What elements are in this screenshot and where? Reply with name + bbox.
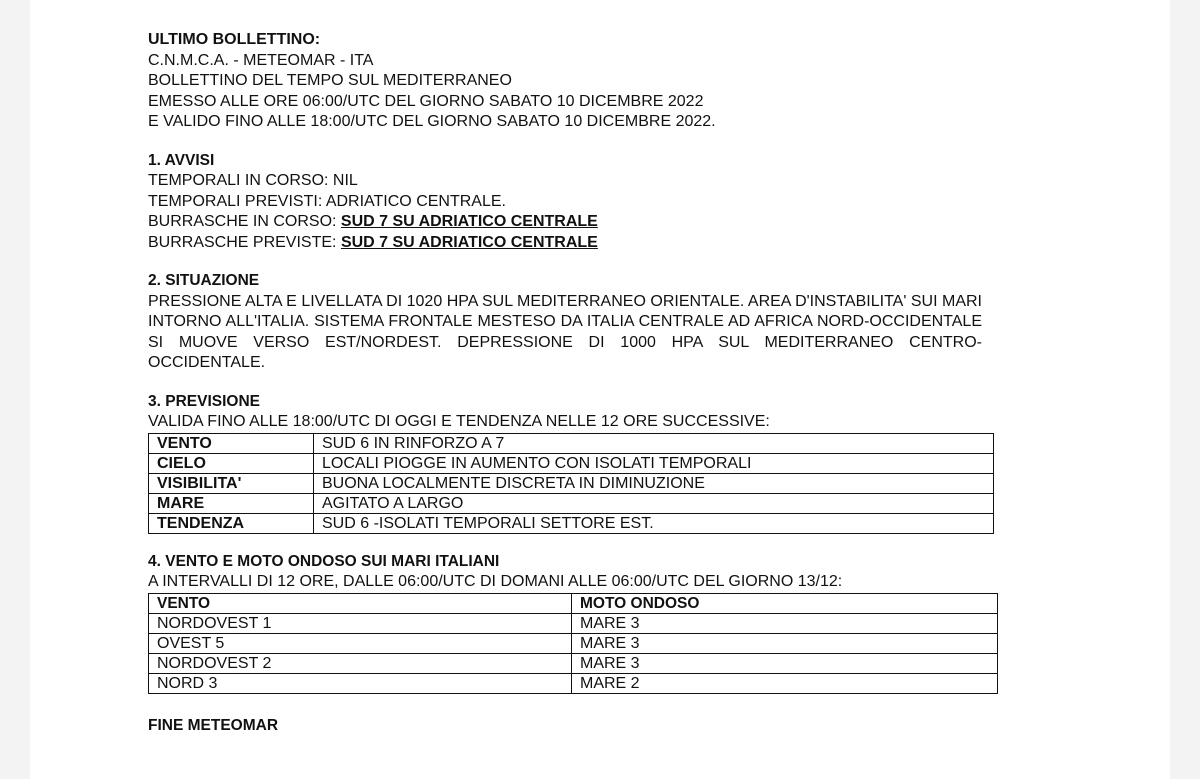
burrasche-previste-value: SUD 7 SU ADRIATICO CENTRALE bbox=[340, 233, 598, 251]
previsione-key: TENDENZA bbox=[149, 513, 314, 533]
burrasche-in-corso bbox=[148, 212, 988, 233]
bulletin-issuer: C.N.M.C.A. - METEOMAR - ITA bbox=[148, 51, 374, 69]
previsione-heading: 3. PREVISIONE bbox=[148, 392, 260, 410]
table-row bbox=[149, 513, 994, 533]
table-row bbox=[149, 453, 994, 473]
burrasche-previste bbox=[148, 233, 988, 254]
bulletin-title: ULTIMO BOLLETTINO: bbox=[148, 31, 321, 48]
document-page bbox=[30, 0, 1170, 779]
vento-cell: NORD 3 bbox=[149, 673, 572, 693]
burrasche-in-corso-value: SUD 7 SU ADRIATICO CENTRALE bbox=[340, 213, 598, 230]
previsione-value: LOCALI PIOGGE IN AUMENTO CON ISOLATI TEMPORALI bbox=[314, 453, 994, 473]
situazione-heading: 2. SITUAZIONE bbox=[148, 272, 260, 289]
vento-cell: OVEST 5 bbox=[149, 633, 572, 653]
vento-moto-subtitle: A INTERVALLI DI 12 ORE, DALLE 06:00/UTC DI DOMANI ALLE 06:00/UTC DEL GIORNO 13/12: bbox=[148, 573, 843, 590]
moto-cell: MARE 3 bbox=[572, 633, 998, 653]
moto-cell: MARE 2 bbox=[572, 673, 998, 693]
table-row bbox=[149, 633, 998, 653]
previsione-value: SUD 6 -ISOLATI TEMPORALI SETTORE EST. bbox=[314, 513, 994, 533]
previsione-subtitle: VALIDA FINO ALLE 18:00/UTC DI OGGI E TENDENZA NELLE 12 ORE SUCCESSIVE: bbox=[148, 413, 770, 430]
previsione-table bbox=[148, 433, 994, 534]
situazione-text: PRESSIONE ALTA E LIVELLATA DI 1020 HPA SUL MEDITERRANEO ORIENTALE. AREA D'INSTABILITA' SUI MARI INTORNO ALL'ITALIA. SISTEMA FRONTALE MESTESO DA ITALIA CENTRALE AD AFRICA NORD-OCCIDENTALE SI MUOVE VERSO EST/NORDEST. DEPRESSIONE DI 1000 HPA SUL MEDITERRANEO CENTRO-OCCIDENTALE. bbox=[148, 292, 982, 371]
moto-cell: MARE 3 bbox=[572, 653, 998, 673]
bulletin-name: BOLLETTINO DEL TEMPO SUL MEDITERRANEO bbox=[148, 72, 512, 89]
burrasche-in-corso-label: BURRASCHE IN CORSO: bbox=[148, 213, 341, 230]
table-row bbox=[149, 653, 998, 673]
table-header-row bbox=[149, 593, 998, 613]
table-row bbox=[149, 493, 994, 513]
bulletin-valid: E VALIDO FINO ALLE 18:00/UTC DEL GIORNO SABATO 10 DICEMBRE 2022. bbox=[148, 113, 716, 130]
column-header-moto-ondoso: MOTO ONDOSO bbox=[572, 593, 998, 613]
burrasche-previste-label: BURRASCHE PREVISTE: bbox=[148, 233, 341, 251]
previsione-key: VISIBILITA' bbox=[149, 473, 314, 493]
vento-moto-table bbox=[148, 593, 998, 694]
bulletin bbox=[148, 30, 988, 736]
previsione-value: BUONA LOCALMENTE DISCRETA IN DIMINUZIONE bbox=[314, 473, 994, 493]
bulletin-issued: EMESSO ALLE ORE 06:00/UTC DEL GIORNO SABATO 10 DICEMBRE 2022 bbox=[148, 92, 704, 110]
temporali-previsti: TEMPORALI PREVISTI: ADRIATICO CENTRALE. bbox=[148, 192, 506, 210]
table-row bbox=[149, 613, 998, 633]
vento-cell: NORDOVEST 1 bbox=[149, 613, 572, 633]
avvisi-heading: 1. AVVISI bbox=[148, 151, 215, 169]
table-row bbox=[149, 473, 994, 493]
vento-moto-heading: 4. VENTO E MOTO ONDOSO SUI MARI ITALIANI bbox=[148, 552, 500, 570]
previsione-key: CIELO bbox=[149, 453, 314, 473]
column-header-vento: VENTO bbox=[149, 593, 572, 613]
moto-cell: MARE 3 bbox=[572, 613, 998, 633]
bulletin-footer: FINE METEOMAR bbox=[148, 716, 279, 734]
previsione-key: MARE bbox=[149, 493, 314, 513]
table-row bbox=[149, 673, 998, 693]
previsione-key: VENTO bbox=[149, 433, 314, 453]
previsione-value: SUD 6 IN RINFORZO A 7 bbox=[314, 433, 994, 453]
previsione-value: AGITATO A LARGO bbox=[314, 493, 994, 513]
vento-cell: NORDOVEST 2 bbox=[149, 653, 572, 673]
temporali-in-corso: TEMPORALI IN CORSO: NIL bbox=[148, 172, 358, 189]
table-row bbox=[149, 433, 994, 453]
